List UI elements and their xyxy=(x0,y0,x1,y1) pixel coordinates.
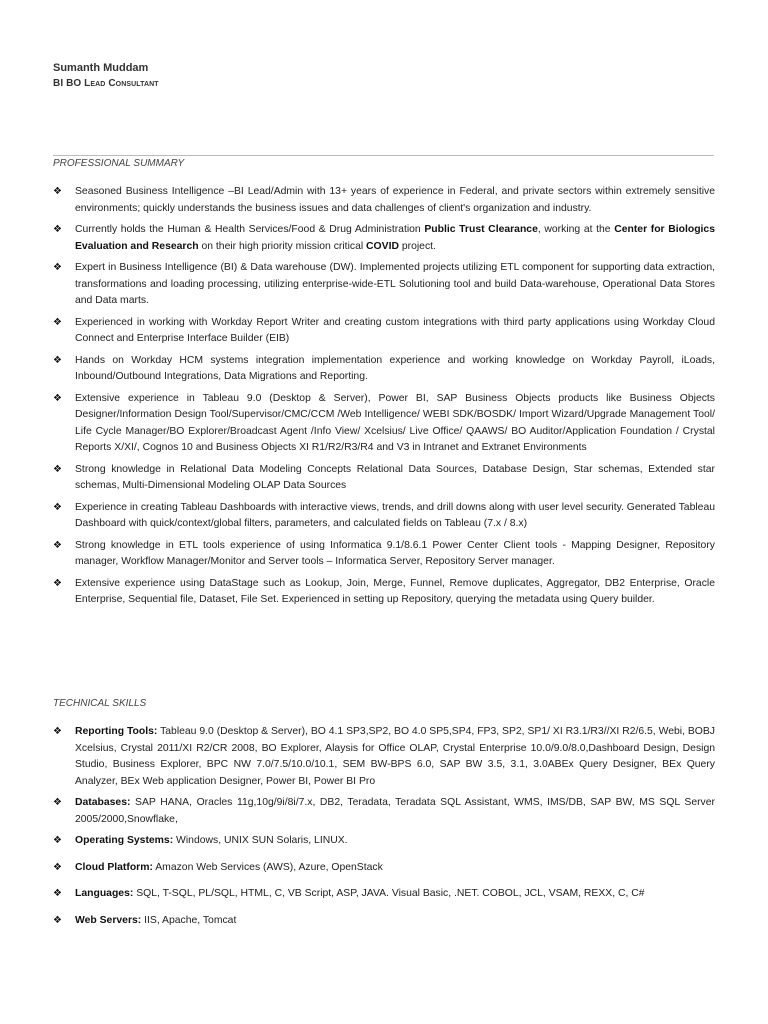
skill-item: ❖ Databases: SAP HANA, Oracles 11g,10g/9i/8i/7.x, DB2, Teradata, Teradata SQL Assistant, WMS, IMS/DB, SAP BW, MS SQL Server 2005/2000,Snowflake, xyxy=(53,797,715,825)
bullet-icon: ❖ xyxy=(53,914,62,926)
bullet-icon: ❖ xyxy=(53,501,62,513)
candidate-name: Sumanth Muddam xyxy=(53,62,149,74)
skill-item: ❖ Cloud Platform: Amazon Web Services (AWS), Azure, OpenStack xyxy=(53,860,715,877)
bullet-icon: ❖ xyxy=(53,224,62,235)
bullet-icon: ❖ xyxy=(53,392,62,404)
bullet-icon: ❖ xyxy=(53,539,62,551)
summary-heading: PROFESSIONAL SUMMARY xyxy=(53,158,185,169)
summary-item: ❖ Currently holds the Human & Health Services/Food & Drug Administration Public Trust Clearance, working at the Center for Biologics Evaluation and Research on their high priority mission critical COVID project. xyxy=(53,224,715,252)
bullet-icon: ❖ xyxy=(53,354,62,366)
skills-list xyxy=(53,724,715,934)
bullet-icon: ❖ xyxy=(53,186,62,197)
summary-item: ❖ Experience in creating Tableau Dashboards with interactive views, trends, and drill downs along with user level security. Generated Tableau Dashboard with quick/context/global filters, parameters, and calculated fields on Tableau (7.x / 8.x) xyxy=(53,501,715,529)
bullet-icon: ❖ xyxy=(53,835,62,846)
candidate-title: BI BO Lead Consultant xyxy=(53,78,159,89)
summary-item: ❖ Extensive experience using DataStage such as Lookup, Join, Merge, Funnel, Remove duplicates, Aggregator, DB2 Enterprise, Oracle Enterprise, Sequential file, Dataset, File Set. Experienced in setting up Repository, querying the metadata using Query builder. xyxy=(53,577,715,605)
skill-item: ❖ Languages: SQL, T-SQL, PL/SQL, HTML, C, VB Script, ASP, JAVA. Visual Basic, .NET. COBOL, JCL, VSAM, REXX, C, C# xyxy=(53,886,715,903)
summary-item: ❖ Strong knowledge in ETL tools experience of using Informatica 9.1/8.6.1 Power Center Client tools - Mapping Designer, Repository manager, Workflow Manager/Monitor and Server tools – Informatica Server, Repository Server manager. xyxy=(53,539,715,567)
summary-item: ❖ Expert in Business Intelligence (BI) & Data warehouse (DW). Implemented projects utilizing ETL component for supporting data extraction, transformations and loading processing, utilizing enterprise-wide-ETL Solutioning tool and build Data-warehouse, Operational Data Stores and Data marts. xyxy=(53,262,715,306)
divider xyxy=(53,155,714,156)
summary-item: ❖ Seasoned Business Intelligence –BI Lead/Admin with 13+ years of experience in Federal, and private sectors within extremely sensitive environments; quickly understands the business issues and data challenges of client's organization and industry. xyxy=(53,186,715,214)
skill-item: ❖ Web Servers: IIS, Apache, Tomcat xyxy=(53,913,715,930)
bullet-icon: ❖ xyxy=(53,262,62,273)
skill-item: ❖ Operating Systems: Windows, UNIX SUN Solaris, LINUX. xyxy=(53,833,715,850)
bullet-icon: ❖ xyxy=(53,726,62,737)
bullet-icon: ❖ xyxy=(53,463,62,475)
bullet-icon: ❖ xyxy=(53,316,62,328)
summary-list xyxy=(53,184,715,614)
summary-item: ❖ Extensive experience in Tableau 9.0 (Desktop & Server), Power BI, SAP Business Objects products like Business Objects Designer/Information Design Tool/Supervisor/CMC/CCM /Web Intelligence/ WEBI SDK/BOSDK/ Import Wizard/Upgrade Management Tool/ Life Cycle Manager/BO Explorer/Broadcast Agent /Info View/ Xcelsius/ Live Office/ QAAWS/ BO Auditor/Application Foundation / Crystal Reports X/XI/, Cognos 10 and Business Objects XI R1/R2/R3/R4 and V3 in Intranet and Extranet Environments xyxy=(53,392,715,453)
bullet-icon: ❖ xyxy=(53,577,62,589)
skills-heading: TECHNICAL SKILLS xyxy=(53,698,147,709)
bullet-icon: ❖ xyxy=(53,861,62,873)
bullet-icon: ❖ xyxy=(53,888,62,899)
skill-item: ❖ Reporting Tools: Tableau 9.0 (Desktop & Server), BO 4.1 SP3,SP2, BO 4.0 SP5,SP4, FP3, SP2, SP1/ XI R3.1/R3//XI R2/6.5, Webi, BOBJ Xcelsius, Crystal 2011/XI R2/CR 2008, BO Explorer, Alaysis for Office OLAP, Crystal Enterprise 10.0/9.0/8.0,Dashboard Design, Design Studio, Business Explorer, BPC NW 7.0/7.5/10.0/10.1, SEM BW-BPS 6.0, SAP BW 3.5, 3.1, 3.0ABEx Query Designer, BEx Query Analyzer, BEx Web application Designer, Power BI, Power BI Pro xyxy=(53,726,715,787)
bullet-icon: ❖ xyxy=(53,797,62,808)
summary-item: ❖ Hands on Workday HCM systems integration implementation experience and working knowledge on Workday Payroll, iLoads, Inbound/Outbound Integrations, Data Migrations and Reporting. xyxy=(53,354,715,382)
summary-item: ❖ Strong knowledge in Relational Data Modeling Concepts Relational Data Sources, Database Design, Star schemas, Extended star schemas, Multi-Dimensional Modeling OLAP Data Sources xyxy=(53,463,715,491)
summary-item: ❖ Experienced in working with Workday Report Writer and creating custom integrations with third party applications using Workday Cloud Connect and Enterprise Interface Builder (EIB) xyxy=(53,316,715,344)
